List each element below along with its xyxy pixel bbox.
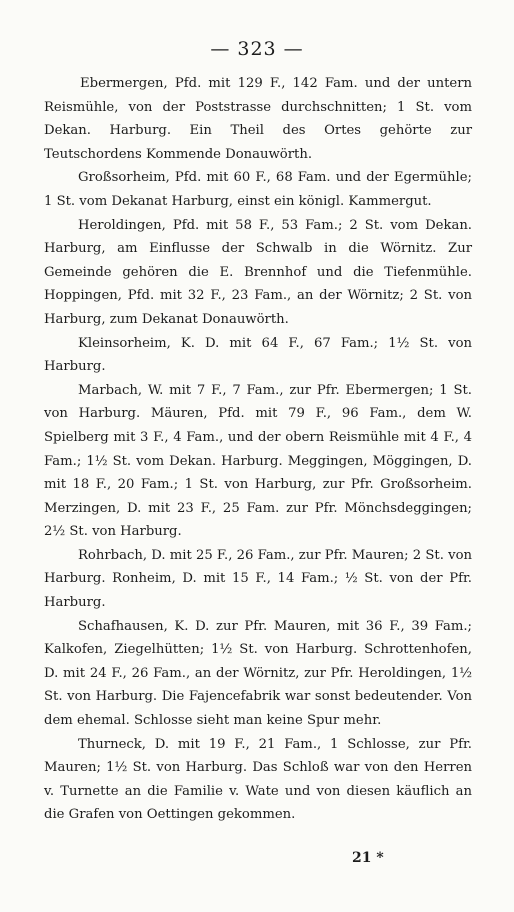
paragraph-thurneck: Thurneck, D. mit 19 F., 21 Fam., 1 Schlosse, zur Pfr. Mauren; 1½ St. von Harburg. Das Schloß war von den Herren v. Turnette an die Familie v. Wate und von diesen käuflich an die Grafen von Oettingen gekommen. — [44, 736, 472, 823]
page-number: — 323 — — [210, 38, 304, 60]
paragraph-kleinsorheim: Kleinsorheim, K. D. mit 64 F., 67 Fam.; 1½ St. von Harburg. — [44, 335, 472, 375]
paragraph-grosssorheim: Großsorheim, Pfd. mit 60 F., 68 Fam. und der Egermühle; 1 St. vom Dekanat Harburg, einst ein königl. Kammergut. — [44, 170, 472, 209]
paragraph-heroldingen: Heroldingen, Pfd. mit 58 F., 53 Fam.; 2 St. vom Dekan. Harburg, am Einflusse der Schwalb in die Wörnitz. Zur Gemeinde gehören die E. Brennhof und die Tiefenmühle. Hoppingen, Pfd. mit 32 F., 23 Fam., an der Wörnitz; 2 St. von Harburg, zum Dekanat Donauwörth. — [44, 217, 472, 327]
paragraph-ebermergen: Ebermergen, Pfd. mit 129 F., 142 Fam. und der untern Reismühle, von der Poststrasse durchschnitten; 1 St. vom Dekan. Harburg. Ein Theil des Ortes gehörte zur Teutschordens Kommende Donauwörth. — [44, 76, 472, 162]
paragraph-marbach: Marbach, W. mit 7 F., 7 Fam., zur Pfr. Ebermergen; 1 St. von Harburg. Mäuren, Pfd. mit 79 F., 96 Fam., dem W. Spielberg mit 3 F., 4 Fam., und der obern Reismühle mit 4 F., 4 Fam.; 1½ St. vom Dekan. Harburg. Meggingen, Möggingen, D. mit 18 F., 20 Fam.; 1 St. von Harburg, zur Pfr. Großsorheim. Merzingen, D. mit 23 F., 25 Fam. zur Pfr. Mönchsdeggingen; 2½ St. von Harburg. — [44, 382, 472, 540]
signature-mark: 21 * — [352, 850, 384, 866]
paragraph-rohrbach: Rohrbach, D. mit 25 F., 26 Fam., zur Pfr. Mauren; 2 St. von Harburg. Ronheim, D. mit 15 F., 14 Fam.; ½ St. von der Pfr. Harburg. — [44, 547, 472, 611]
paragraph-schafhausen: Schafhausen, K. D. zur Pfr. Mauren, mit 36 F., 39 Fam.; Kalkofen, Ziegelhütten; 1½ St. von Harburg. Schrottenhofen, D. mit 24 F., 26 Fam., an der Wörnitz, zur Pfr. Heroldingen, 1½ St. von Harburg. Die Fajencefabrik war sonst bedeutender. Von dem ehemal. Schlosse sieht man keine Spur mehr. — [44, 618, 472, 729]
body-text — [44, 72, 472, 827]
